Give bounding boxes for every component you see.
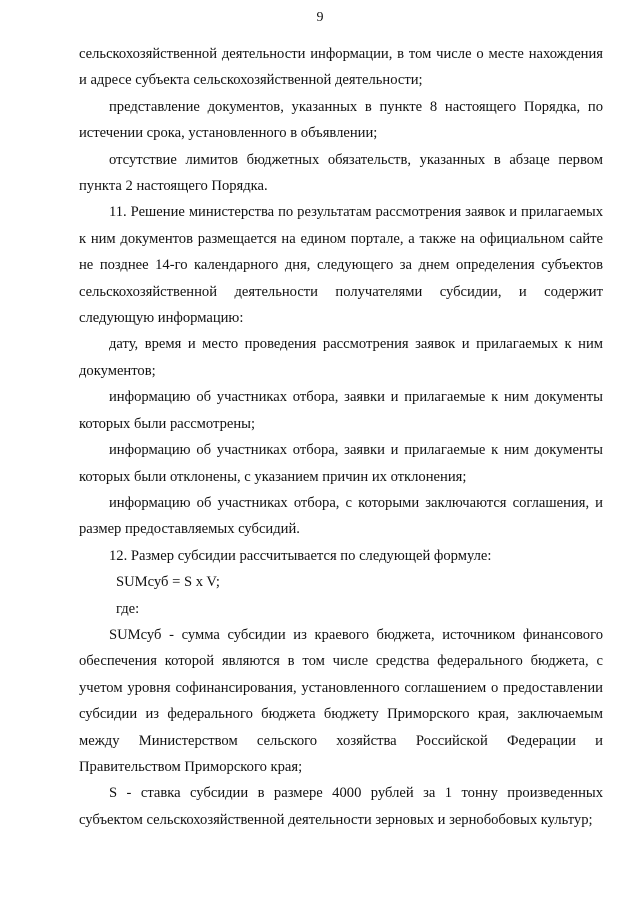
list-item-date-time-place: дату, время и место проведения рассмотрения заявок и прилагаемых к ним документов; <box>79 336 603 379</box>
paragraph-clause-12: 12. Размер субсидии рассчитывается по следующей формуле: <box>109 547 492 564</box>
list-item-agreement-participants: информацию об участниках отбора, с которыми заключаются соглашения, и размер предоставляемых субсидий. <box>79 494 603 538</box>
paragraph-no-limits: отсутствие лимитов бюджетных обязательств, указанных в абзаце первом пункта 2 настоящего Порядка. <box>79 151 603 195</box>
paragraph-clause-11: 11. Решение министерства по результатам рассмотрения заявок и прилагаемых к ним документов размещается на едином портале, а также на официальном сайте не позднее 14-го календарного дня, следующего за днем определения субъектов сельскохозяйственной деятельности получателями субсидии, и содержит следующую информацию: <box>79 204 603 327</box>
definition-s: S - ставка субсидии в размере 4000 рублей за 1 тонну произведенных субъектом сельскохозяйственной деятельности зерновых и зернобобовых культур; <box>79 785 603 828</box>
page-number: 9 <box>316 10 324 25</box>
definition-sumsub: SUMсуб - сумма субсидии из краевого бюджета, источником финансового обеспечения которой являются в том числе средства федерального бюджета, с учетом уровня софинансирования, установленного соглашением о предоставлении субсидии из федерального бюджета бюджету Приморского края, заключаемым между Министерством сельского хозяйства Российской Федерации и Правительством Приморского края; <box>79 626 603 775</box>
list-item-considered-participants: информацию об участниках отбора, заявки и прилагаемые к ним документы которых были рассмотрены; <box>79 389 603 432</box>
formula: SUMсуб = S x V; <box>116 574 220 591</box>
document-body <box>79 41 603 833</box>
list-item-rejected-participants: информацию об участниках отбора, заявки и прилагаемые к ним документы которых были отклонены, с указанием причин их отклонения; <box>79 442 603 485</box>
paragraph-continuation: сельскохозяйственной деятельности информации, в том числе о месте нахождения и адресе субъекта сельскохозяйственной деятельности; <box>79 46 603 89</box>
paragraph-late-documents: представление документов, указанных в пункте 8 настоящего Порядка, по истечении срока, установленного в объявлении; <box>79 98 603 142</box>
formula-where: где: <box>116 600 140 617</box>
